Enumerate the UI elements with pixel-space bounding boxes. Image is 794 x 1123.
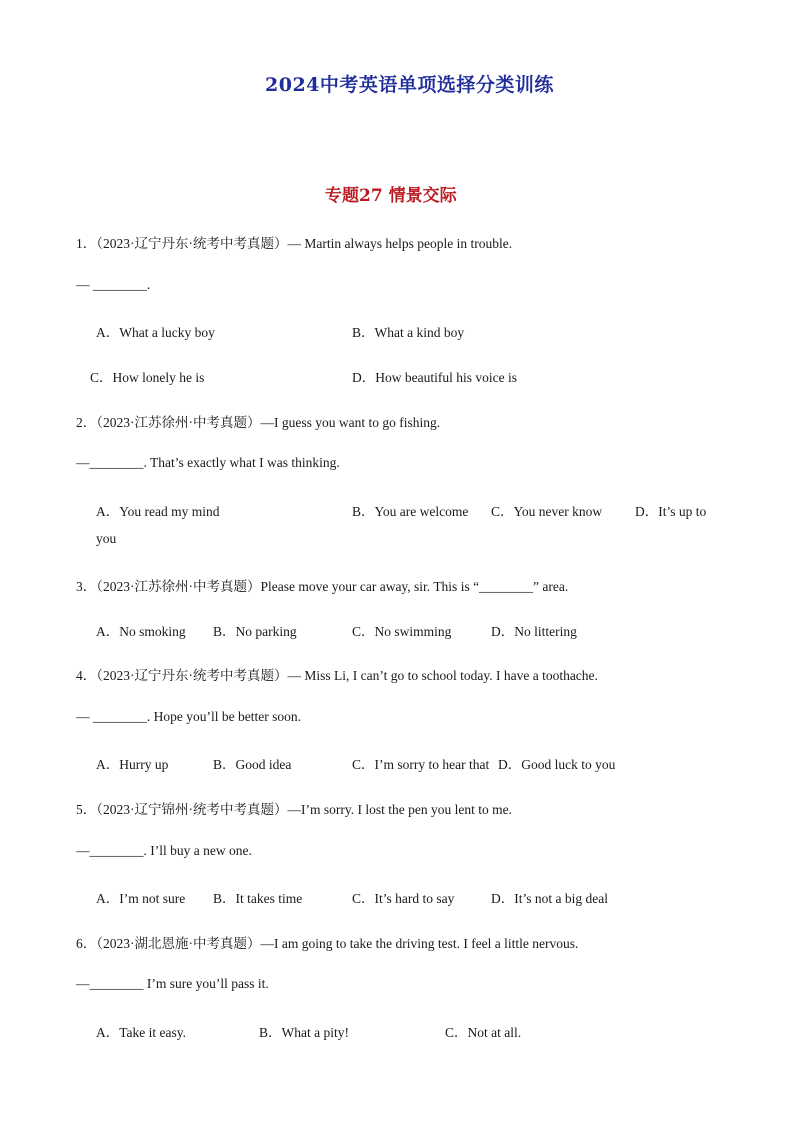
- question-6-reply: —________ I’m sure you’ll pass it.: [76, 976, 269, 991]
- question-4-option-a: A．Hurry up: [96, 757, 169, 772]
- question-2-reply: —________. That’s exactly what I was thinking.: [76, 455, 340, 470]
- question-3-option-d: D．No littering: [491, 624, 577, 639]
- question-2-option-d-wrap: you: [96, 531, 117, 546]
- question-1-option-d: D．How beautiful his voice is: [352, 370, 517, 385]
- question-1-option-b: B．What a kind boy: [352, 325, 465, 340]
- question-6-option-a: A．Take it easy.: [96, 1025, 187, 1040]
- question-4-option-b: B．Good idea: [213, 757, 292, 772]
- question-3-option-c: C．No swimming: [352, 624, 452, 639]
- question-3-option-b: B．No parking: [213, 624, 297, 639]
- question-3-stem: 3．（2023·江苏徐州·中考真题）Please move your car away, sir. This is “________” area.: [76, 579, 569, 594]
- page-title: 2024中考英语单项选择分类训练: [265, 74, 554, 96]
- question-2-option-c: C．You never know: [491, 504, 603, 519]
- question-5-option-c: C．It’s hard to say: [352, 891, 455, 906]
- question-3-option-a: A．No smoking: [96, 624, 186, 639]
- section-title: 专题27 情景交际: [325, 186, 457, 206]
- question-6-option-c: C．Not at all.: [445, 1025, 522, 1040]
- question-2-option-a: A．You read my mind: [96, 504, 220, 519]
- question-5-option-d: D．It’s not a big deal: [491, 891, 608, 906]
- question-4-stem: 4．（2023·辽宁丹东·统考中考真题）— Miss Li, I can’t go to school today. I have a toothache.: [76, 668, 598, 683]
- question-4-reply: — ________. Hope you’ll be better soon.: [76, 709, 301, 724]
- question-5-stem: 5．（2023·辽宁锦州·统考中考真题）—I’m sorry. I lost the pen you lent to me.: [76, 802, 512, 817]
- question-1-stem: 1．（2023·辽宁丹东·统考中考真题）— Martin always helps people in trouble.: [76, 236, 513, 251]
- question-2-stem: 2．（2023·江苏徐州·中考真题）—I guess you want to go fishing.: [76, 415, 441, 430]
- question-2-option-b: B．You are welcome: [352, 504, 469, 519]
- question-1-option-a: A．What a lucky boy: [96, 325, 215, 340]
- question-4-option-d: D．Good luck to you: [498, 757, 616, 772]
- question-5-reply: —________. I’ll buy a new one.: [76, 843, 252, 858]
- question-5-option-a: A．I’m not sure: [96, 891, 186, 906]
- question-6-stem: 6．（2023·湖北恩施·中考真题）—I am going to take the driving test. I feel a little nervous.: [76, 936, 579, 951]
- question-4-option-c: C．I’m sorry to hear that: [352, 757, 490, 772]
- question-5-option-b: B．It takes time: [213, 891, 303, 906]
- question-1-option-c: C．How lonely he is: [90, 370, 205, 385]
- question-1-reply: — ________.: [76, 277, 151, 292]
- question-2-option-d: D．It’s up to: [635, 504, 707, 519]
- question-6-option-b: B．What a pity!: [259, 1025, 349, 1040]
